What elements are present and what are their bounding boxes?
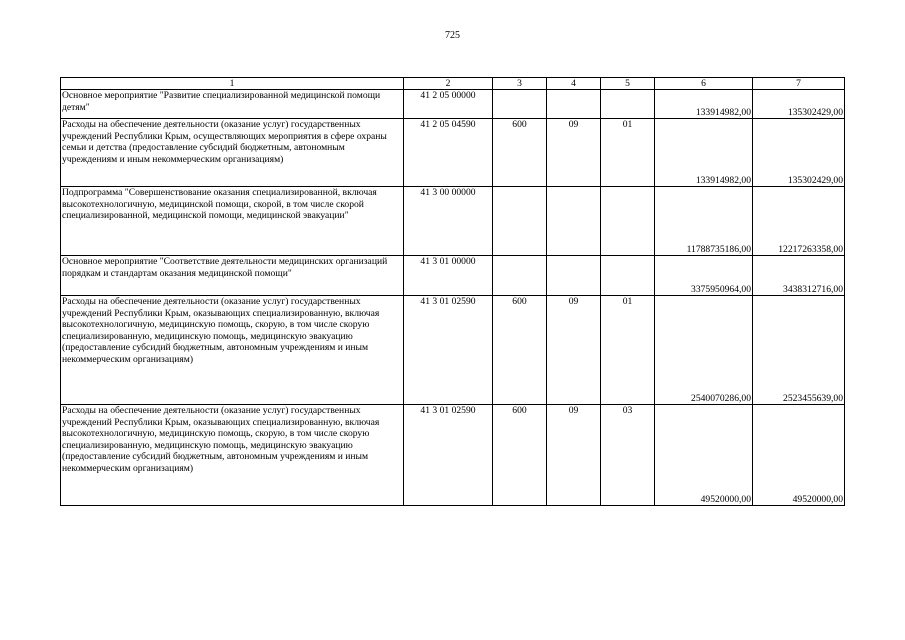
row-name: Расходы на обеспечение деятельности (оказание услуг) государственных учреждений Республики Крым, оказывающих специализированную, включая высокотехнологичную, медицинскую помощь, скорую, в том числе скорую специализированную, медицинскую помощь, медицинскую эвакуацию (предоставление субсидий бюджетным, автономным учреждениям и иным некоммерческим организациям) [61,405,404,506]
column-header: 3 [493,78,547,90]
row-amount-2: 12217263358,00 [753,187,845,256]
row-amount-1: 133914982,00 [655,119,753,187]
row-name: Основное мероприятие "Соответствие деятельности медицинских организаций порядкам и стандартам оказания медицинской помощи" [61,256,404,296]
column-header: 1 [61,78,404,90]
row-amount-2: 3438312716,00 [753,256,845,296]
row-amount-1: 133914982,00 [655,90,753,119]
table-row [61,405,845,506]
row-col5: 01 [601,119,655,187]
row-code: 41 2 05 04590 [404,119,493,187]
row-name: Расходы на обеспечение деятельности (оказание услуг) государственных учреждений Республики Крым, оказывающих специализированную, включая высокотехнологичную, медицинскую помощь, скорую, в том числе скорую специализированную, медицинскую помощь, медицинскую эвакуацию (предоставление субсидий бюджетным, автономным учреждениям и иным некоммерческим организациям) [61,296,404,405]
row-amount-1: 11788735186,00 [655,187,753,256]
table-row [61,187,845,256]
row-amount-1: 3375950964,00 [655,256,753,296]
column-header: 4 [547,78,601,90]
row-col4: 09 [547,296,601,405]
budget-table [60,77,845,506]
row-col5: 01 [601,296,655,405]
row-col4 [547,256,601,296]
row-col5: 03 [601,405,655,506]
row-col3: 600 [493,296,547,405]
row-col5 [601,90,655,119]
row-name: Расходы на обеспечение деятельности (оказание услуг) государственных учреждений Республики Крым, осуществляющих мероприятия в сфере охраны семьи и детства (предоставление субсидий бюджетным, автономным учреждениям и иным некоммерческим организациям) [61,119,404,187]
row-col5 [601,256,655,296]
row-amount-2: 2523455639,00 [753,296,845,405]
row-name: Подпрограмма "Совершенствование оказания специализированной, включая высокотехнологичную, медицинской помощи, скорой, в том числе скорой специализированной, медицинской помощи, медицинской эвакуации" [61,187,404,256]
table-row [61,256,845,296]
column-header: 2 [404,78,493,90]
row-code: 41 2 05 00000 [404,90,493,119]
row-name: Основное мероприятие "Развитие специализированной медицинской помощи детям" [61,90,404,119]
row-col5 [601,187,655,256]
row-col4 [547,90,601,119]
table-row [61,296,845,405]
row-amount-2: 135302429,00 [753,90,845,119]
row-code: 41 3 00 00000 [404,187,493,256]
row-col3 [493,256,547,296]
column-header: 6 [655,78,753,90]
row-amount-1: 49520000,00 [655,405,753,506]
page-number: 725 [445,30,460,41]
column-header: 5 [601,78,655,90]
row-amount-1: 2540070286,00 [655,296,753,405]
row-col3 [493,187,547,256]
row-col3: 600 [493,119,547,187]
row-col3: 600 [493,405,547,506]
column-header: 7 [753,78,845,90]
row-amount-2: 49520000,00 [753,405,845,506]
row-code: 41 3 01 02590 [404,405,493,506]
row-col3 [493,90,547,119]
table-row [61,90,845,119]
row-col4: 09 [547,119,601,187]
table-row [61,119,845,187]
row-code: 41 3 01 00000 [404,256,493,296]
table-header-row [61,78,845,90]
row-col4 [547,187,601,256]
row-code: 41 3 01 02590 [404,296,493,405]
row-col4: 09 [547,405,601,506]
row-amount-2: 135302429,00 [753,119,845,187]
